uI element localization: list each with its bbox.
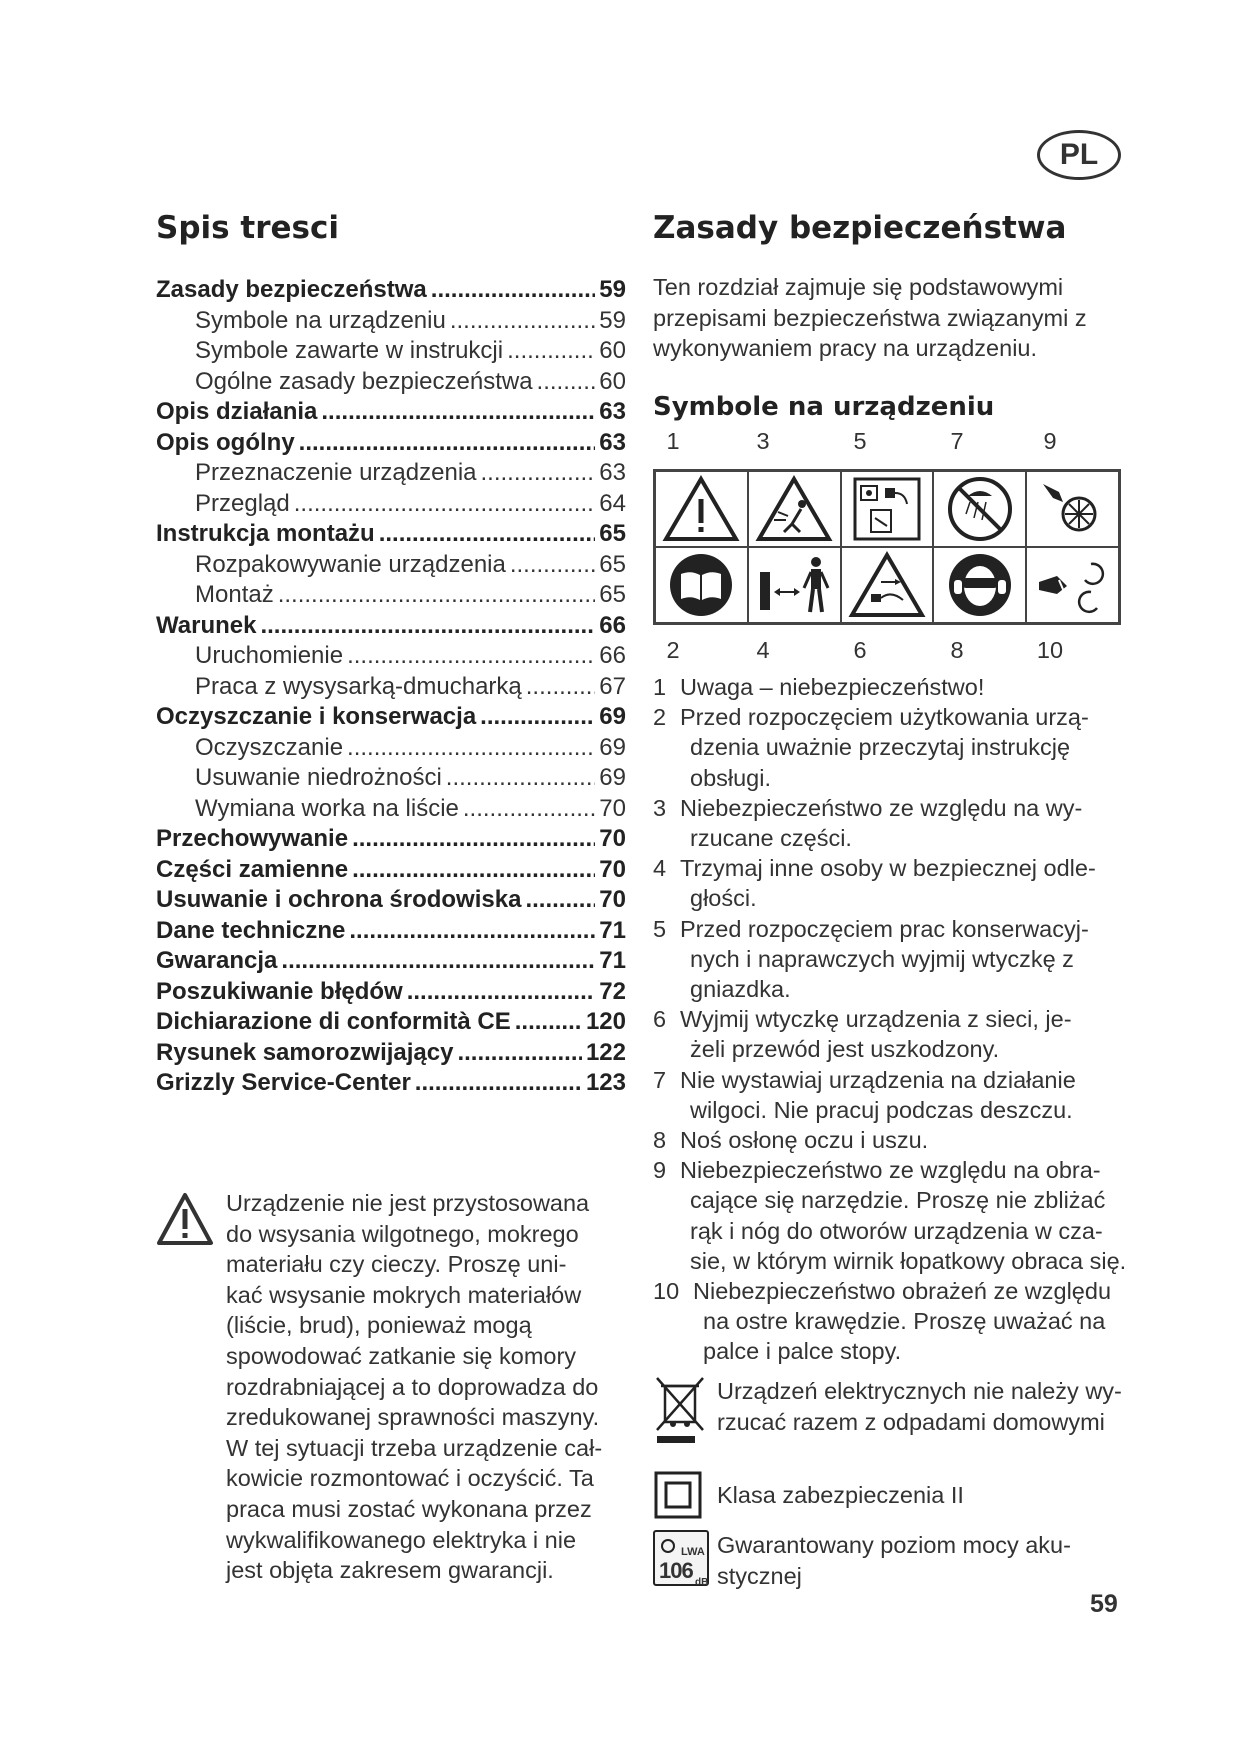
toc-entry-label: Dane techniczne: [156, 916, 346, 944]
toc-leader-dots: [299, 429, 596, 457]
toc-entry-label: Uruchomienie: [195, 642, 344, 669]
safety-intro: [653, 272, 1123, 364]
warning-text: [226, 1188, 646, 1586]
symbol-note-text: [680, 1155, 1153, 1276]
symbol-note-line: nych i naprawczych wyjmij wtyczkę z: [690, 945, 1074, 972]
toc-entry-page: 67: [599, 672, 626, 700]
toc-entry-label: Grizzly Service-Center: [156, 1069, 411, 1096]
symbol-note-line: Niebezpieczeństwo obrażeń ze względu: [693, 1278, 1112, 1305]
toc-entry-page: 120: [585, 1008, 626, 1035]
toc-leader-dots: [347, 642, 595, 670]
symbol-note-line: żeli przewód jest uszkodzony.: [690, 1036, 1000, 1063]
symbol-note: [653, 1125, 1153, 1155]
symbol-cell: [933, 547, 1026, 623]
toc-entry-label: Przeznaczenie urządzenia: [195, 459, 477, 486]
toc-entry-label: Instrukcja montażu: [156, 520, 375, 547]
toc-entry-page: 70: [599, 855, 626, 883]
intro-line: przepisami bezpieczeństwa związanymi z: [653, 304, 1087, 331]
symbol-note-line: głości.: [690, 885, 757, 912]
sound-power-icon: [653, 1530, 709, 1586]
toc-entry: [156, 764, 626, 795]
toc-entry: [156, 307, 626, 338]
symbol-note: [653, 1155, 1153, 1276]
toc-leader-dots: [321, 398, 595, 426]
symbol-number: 1: [666, 428, 680, 454]
toc-title: Spis tresci: [156, 210, 339, 246]
toc-entry: [156, 1069, 626, 1100]
symbol-note-number: 1: [653, 674, 667, 700]
unplug-before-maintenance-icon: [847, 474, 927, 544]
safety-title: Zasady bezpieczeństwa: [653, 210, 1067, 246]
general-warning-icon: [661, 474, 741, 544]
toc-leader-dots: [450, 307, 595, 335]
toc-entry-label: Warunek: [156, 611, 257, 639]
symbol-note-line: rzucane części.: [690, 825, 852, 852]
symbol-number: 9: [1043, 428, 1057, 454]
sound-line: Gwarantowany poziom mocy aku-: [717, 1532, 1071, 1558]
symbol-note-line: obsługi.: [690, 764, 771, 791]
symbol-cell: [1026, 547, 1119, 623]
toc-entry-label: Rozpakowywanie urządzenia: [195, 550, 506, 578]
symbol-number: 3: [756, 428, 770, 454]
toc-entry-label: Gwarancja: [156, 947, 278, 974]
symbol-note: [653, 793, 1153, 853]
language-badge: PL: [1037, 130, 1121, 180]
symbol-note: [653, 1065, 1153, 1125]
toc-leader-dots: [510, 551, 595, 579]
symbol-note-line: na ostre krawędzie. Proszę uważać na: [703, 1308, 1106, 1335]
sound-value: 106: [659, 1558, 693, 1583]
toc-entry: [156, 978, 626, 1009]
warning-line: materiału czy cieczy. Proszę uni-: [226, 1251, 567, 1278]
toc-entry: [156, 1008, 626, 1039]
flying-parts-icon: [754, 474, 834, 544]
symbol-note-line: Niebezpieczeństwo ze względu na obra-: [680, 1157, 1101, 1184]
warning-line: praca musi zostać wykonana przez: [226, 1495, 592, 1522]
symbol-note-line: gniazdka.: [690, 976, 791, 1003]
toc-leader-dots: [507, 337, 595, 365]
symbol-cell: [841, 547, 934, 623]
rotating-impeller-hand-icon: [1033, 474, 1113, 544]
toc-entry-page: 65: [599, 520, 626, 547]
symbol-note-line: Noś osłonę oczu i uszu.: [680, 1127, 929, 1154]
symbol-note-number: 10: [653, 1278, 680, 1305]
symbol-number: 2: [666, 637, 680, 663]
toc-leader-dots: [352, 856, 595, 884]
toc-entry: [156, 825, 626, 856]
symbol-number: 6: [853, 637, 867, 663]
intro-line: wykonywaniem pracy na urządzeniu.: [653, 335, 1038, 361]
symbol-note-text: [680, 793, 1153, 853]
symbol-note-number: 3: [653, 794, 667, 821]
toc-entry-label: Oczyszczanie: [195, 733, 344, 761]
symbol-number: 5: [853, 428, 867, 454]
symbol-note-number: 2: [653, 704, 667, 731]
toc-entry: [156, 642, 626, 673]
symbol-note-line: Przed rozpoczęciem prac konserwacyj-: [680, 915, 1089, 942]
warning-line: spowodować zatkanie się komory: [226, 1342, 577, 1369]
toc-entry-page: 63: [599, 428, 626, 456]
toc-entry: [156, 520, 626, 551]
symbol-note-line: wilgoci. Nie pracuj podczas deszczu.: [690, 1096, 1073, 1123]
toc-leader-dots: [537, 368, 596, 396]
toc-leader-dots: [379, 520, 596, 548]
symbol-note-line: Trzymaj inne osoby w bezpiecznej odle-: [680, 855, 1096, 882]
toc-entry-label: Poszukiwanie błędów: [156, 977, 403, 1005]
weee-line: Urządzeń elektrycznych nie należy wy-: [717, 1378, 1122, 1404]
toc-entry-label: Ogólne zasady bezpieczeństwa: [195, 367, 533, 395]
symbol-cell: [655, 547, 748, 623]
symbol-note-text: [680, 1004, 1153, 1064]
symbol-note: [653, 1004, 1153, 1064]
sharp-edges-icon: [1033, 550, 1113, 620]
toc-entry: [156, 337, 626, 368]
symbol-cell: [933, 471, 1026, 547]
toc-entry-page: 71: [599, 947, 626, 974]
toc-entry-page: 59: [599, 306, 626, 334]
symbol-note-text: [680, 1065, 1153, 1125]
sound-power-text: [717, 1530, 1137, 1591]
eye-ear-protection-icon: [940, 550, 1020, 620]
toc-leader-dots: [515, 1008, 582, 1036]
toc-entry: [156, 1039, 626, 1070]
toc-entry-page: 66: [599, 642, 626, 669]
toc-entry: [156, 581, 626, 612]
warning-line: kać wsysanie mokrych materiałów: [226, 1281, 582, 1308]
keep-distance-icon: [754, 550, 834, 620]
toc-entry-page: 65: [599, 550, 626, 578]
toc-leader-dots: [480, 703, 595, 731]
warning-line: kowicie rozmontować i oczyścić. Ta: [226, 1465, 594, 1492]
symbol-note-text: [680, 1125, 1153, 1155]
symbol-note: [653, 672, 1153, 702]
toc-entry-page: 72: [599, 977, 626, 1005]
toc-entry-label: Montaż: [195, 581, 274, 608]
toc-entry-label: Symbole na urządzeniu: [195, 306, 446, 334]
warning-line: do wsysania wilgotnego, mokrego: [226, 1220, 579, 1247]
symbol-cell: [748, 471, 841, 547]
toc-entry-label: Zasady bezpieczeństwa: [156, 276, 427, 303]
toc-entry-label: Oczyszczanie i konserwacja: [156, 703, 477, 730]
no-rain-icon: [940, 474, 1020, 544]
speaker-icon: [661, 1539, 675, 1553]
sound-line: stycznej: [717, 1562, 802, 1589]
toc-leader-dots: [278, 581, 596, 609]
symbol-note-text: [680, 914, 1153, 1005]
symbol-number: 10: [1036, 637, 1064, 663]
symbols-title: Symbole na urządzeniu: [653, 392, 995, 422]
toc-entry-page: 59: [599, 276, 626, 303]
toc-entry-page: 70: [599, 886, 626, 913]
protection-class-text: Klasa zabezpieczenia II: [717, 1482, 964, 1508]
symbol-note: [653, 1276, 1153, 1367]
toc-entry-page: 65: [599, 581, 626, 608]
toc-leader-dots: [281, 947, 595, 975]
toc-entry-label: Dichiarazione di conformità CE: [156, 1008, 511, 1035]
toc-leader-dots: [352, 825, 595, 853]
toc-entry-page: 122: [585, 1038, 626, 1066]
symbol-note-line: Niebezpieczeństwo ze względu na wy-: [680, 794, 1083, 821]
toc-leader-dots: [457, 1039, 581, 1067]
symbol-note-line: dzenia uważnie przeczytaj instrukcję: [690, 734, 1071, 761]
toc-entry-page: 63: [599, 398, 626, 425]
toc-entry: [156, 368, 626, 399]
warning-line: wykwalifikowanego elektryka i nie: [226, 1526, 577, 1553]
toc-entry: [156, 795, 626, 826]
symbol-note-text: [680, 672, 1153, 702]
toc-entry-label: Części zamienne: [156, 855, 349, 883]
toc-entry-label: Opis ogólny: [156, 428, 295, 456]
toc-entry-page: 64: [599, 489, 626, 517]
symbol-note-text: [680, 702, 1153, 793]
toc-leader-dots: [463, 795, 595, 823]
symbol-number: 7: [950, 428, 964, 454]
warning-line: rozdrabniającej a to doprowadza do: [226, 1373, 599, 1400]
toc-entry: [156, 917, 626, 948]
toc-leader-dots: [525, 886, 595, 914]
symbol-note: [653, 702, 1153, 793]
page-number: 59: [1090, 1590, 1118, 1618]
toc-entry-page: 60: [599, 367, 626, 395]
sound-power-note: [653, 1530, 1133, 1600]
symbol-note-text: [693, 1276, 1153, 1367]
symbol-note-line: palce i palce stopy.: [703, 1338, 902, 1365]
read-manual-icon: [661, 550, 741, 620]
symbol-note-line: rąk i nóg do otworów urządzenia w cza-: [690, 1217, 1103, 1244]
toc-entry-page: 70: [599, 825, 626, 852]
toc-entry: [156, 673, 626, 704]
toc-entry-page: 66: [599, 611, 626, 639]
symbol-note-line: Nie wystawiaj urządzenia na działanie: [680, 1066, 1076, 1093]
toc-entry-page: 71: [599, 916, 626, 944]
symbol-note-line: cające się narzędzie. Proszę nie zbliżać: [690, 1187, 1106, 1214]
toc-leader-dots: [431, 276, 596, 304]
toc-entry-page: 69: [599, 703, 626, 730]
intro-line: Ten rozdział zajmuje się podstawowymi: [653, 274, 1064, 300]
symbol-cell: [841, 471, 934, 547]
toc-leader-dots: [294, 490, 596, 518]
toc-entry: [156, 429, 626, 460]
toc-entry-page: 69: [599, 764, 626, 791]
toc-entry: [156, 703, 626, 734]
toc-entry-label: Przegląd: [195, 489, 290, 517]
protection-class-note: [653, 1470, 1133, 1520]
toc-entry-page: 60: [599, 337, 626, 364]
symbol-note-line: Uwaga – niebezpieczeństwo!: [680, 674, 985, 700]
symbol-note-number: 5: [653, 915, 667, 942]
toc-entry: [156, 459, 626, 490]
warning-line: (liście, brud), ponieważ mogą: [226, 1312, 532, 1339]
symbol-note-number: 9: [653, 1157, 667, 1184]
toc-entry-label: Symbole zawarte w instrukcji: [195, 337, 504, 364]
toc-entry: [156, 734, 626, 765]
toc-entry-page: 123: [585, 1069, 626, 1096]
toc-entry-label: Rysunek samorozwijający: [156, 1038, 454, 1066]
symbol-note-line: Przed rozpoczęciem użytkowania urzą-: [680, 704, 1089, 731]
toc-entry: [156, 276, 626, 307]
toc-entry-label: Usuwanie i ochrona środowiska: [156, 886, 522, 913]
symbol-note-line: sie, w którym wirnik łopatkowy obraca się.: [690, 1247, 1127, 1274]
toc-entry-page: 70: [599, 794, 626, 822]
toc-entry-label: Usuwanie niedrożności: [195, 764, 442, 791]
toc-entry-label: Praca z wysysarką-dmucharką: [195, 672, 522, 700]
toc-leader-dots: [260, 612, 595, 640]
toc-entry: [156, 886, 626, 917]
toc-entry: [156, 856, 626, 887]
symbol-note-number: 4: [653, 855, 667, 882]
toc-entry: [156, 947, 626, 978]
toc-leader-dots: [347, 734, 595, 762]
toc-leader-dots: [415, 1069, 582, 1097]
symbol-notes: [653, 672, 1153, 1367]
warning-line: jest objęta zakresem gwarancji.: [226, 1557, 554, 1584]
lwa-label: LWA: [681, 1546, 705, 1558]
weee-text: [717, 1376, 1137, 1437]
symbol-number: 8: [950, 637, 964, 663]
toc-leader-dots: [349, 917, 595, 945]
warning-line: W tej sytuacji trzeba urządzenie cał-: [226, 1434, 603, 1461]
weee-line: rzucać razem z odpadami domowymi: [717, 1408, 1105, 1435]
table-of-contents: [156, 276, 626, 1100]
toc-entry: [156, 398, 626, 429]
symbol-note-number: 7: [653, 1066, 667, 1093]
toc-entry-label: Wymiana worka na liście: [195, 794, 459, 822]
sound-unit: dB: [695, 1577, 709, 1588]
toc-leader-dots: [407, 978, 596, 1006]
toc-entry: [156, 551, 626, 582]
weee-note: [653, 1376, 1133, 1446]
toc-leader-dots: [446, 764, 596, 792]
crossed-bin-icon: [653, 1376, 707, 1446]
warning-triangle-icon: [156, 1192, 214, 1246]
symbol-note: [653, 914, 1153, 1005]
symbol-note: [653, 853, 1153, 913]
toc-entry-label: Opis działania: [156, 398, 318, 425]
symbol-note-number: 6: [653, 1006, 667, 1033]
toc-entry: [156, 490, 626, 521]
unplug-damaged-cable-icon: [847, 550, 927, 620]
symbol-number: 4: [756, 637, 770, 663]
symbol-cell: [748, 547, 841, 623]
toc-entry-page: 63: [599, 459, 626, 486]
symbol-cell: [1026, 471, 1119, 547]
toc-entry: [156, 612, 626, 643]
symbol-cell: [655, 471, 748, 547]
symbol-note-text: [680, 853, 1153, 913]
warning-line: Urządzenie nie jest przystosowana: [226, 1190, 590, 1216]
toc-leader-dots: [481, 459, 596, 487]
symbol-note-line: Wyjmij wtyczkę urządzenia z sieci, je-: [680, 1006, 1072, 1033]
warning-line: zredukowanej sprawności maszyny.: [226, 1404, 600, 1431]
toc-entry-label: Przechowywanie: [156, 825, 349, 852]
toc-leader-dots: [526, 673, 596, 701]
symbol-note-number: 8: [653, 1127, 667, 1154]
symbol-grid: [653, 469, 1121, 625]
protection-class-ii-icon: [653, 1470, 703, 1520]
toc-entry-page: 69: [599, 733, 626, 761]
